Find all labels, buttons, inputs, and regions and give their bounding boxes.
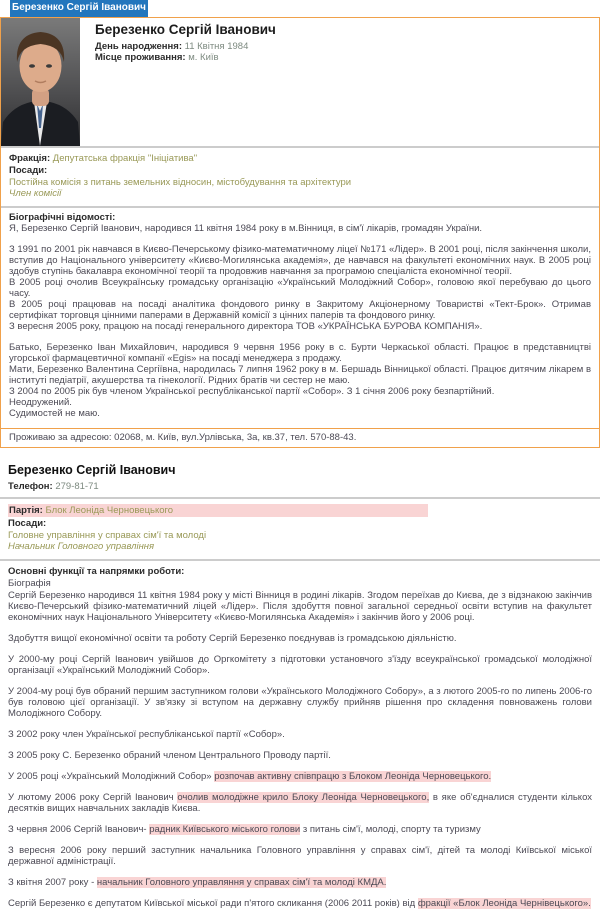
bio-paragraph bbox=[9, 321, 591, 332]
highlighted-text: розпочав активну співпрацю з Блоком Леоніда Черновецького. bbox=[214, 771, 492, 782]
text-run: Судимостей не маю. bbox=[9, 408, 100, 419]
text-run: З 2004 по 2005 рік був членом Української республіканської партії «Собор». З 1 січня 2006 року безпартійний. bbox=[9, 386, 495, 397]
birth-label: День народження: bbox=[95, 41, 182, 52]
bio-paragraph bbox=[9, 364, 591, 386]
text-run: з питань сім'ї, молоді, спорту та туризму bbox=[300, 824, 481, 835]
bio-paragraph bbox=[8, 845, 592, 867]
bio-paragraph bbox=[9, 408, 591, 419]
party-highlight bbox=[8, 504, 428, 517]
highlighted-text: фракції «Блок Леоніда Чернівецького». bbox=[417, 898, 591, 909]
position-item: Член комісії bbox=[9, 188, 62, 199]
residence-value: м. Київ bbox=[188, 52, 219, 63]
text-run: Неодружений. bbox=[9, 397, 72, 408]
profile-photo bbox=[1, 18, 80, 146]
profile-name: Березенко Сергій Іванович bbox=[95, 22, 276, 37]
fraction-section bbox=[1, 148, 599, 206]
portrait-illustration bbox=[1, 18, 80, 146]
bio-paragraph bbox=[8, 590, 592, 623]
bio-paragraph bbox=[8, 686, 592, 719]
position-item: Начальник Головного управління bbox=[8, 541, 155, 552]
text-run: З 2002 року член Української республіканської партії «Собор». bbox=[8, 729, 285, 740]
positions-label: Посади: bbox=[9, 165, 48, 176]
text-run: У 2005 році «Український Молодіжний Собор» bbox=[8, 771, 215, 782]
bio-paragraph bbox=[8, 792, 592, 814]
phone-value: 279-81-71 bbox=[55, 481, 99, 492]
party-line bbox=[8, 504, 592, 517]
birth-value: 11 Квітня 1984 bbox=[184, 41, 249, 52]
bio-paragraph bbox=[9, 397, 591, 408]
biography-label: Біографічні відомості: bbox=[9, 212, 116, 223]
positions-label: Посади: bbox=[8, 518, 47, 529]
address-line: Проживаю за адресою: 02068, м. Київ, вул.Урлівська, 3а, кв.37, тел. 570-88-43. bbox=[1, 428, 599, 447]
text-run: У 2004-му році був обраний першим заступником голови «Українського Молодіжного Собору», а з лютого 2005-го по липень 2006-го був головою цієї організації. У зв'язку зі вступом на державну службу прийняв рішення про складення повноважень голови Молодіжного Собору. bbox=[8, 686, 592, 719]
position-item: Постійна комісія з питань земельних відносин, містобудування та архітектури bbox=[9, 177, 352, 188]
phone-line bbox=[8, 481, 592, 492]
bio-paragraph bbox=[8, 771, 592, 782]
bio-paragraph bbox=[8, 750, 592, 761]
bio-paragraph bbox=[8, 729, 592, 740]
second-profile-name: Березенко Сергій Іванович bbox=[8, 463, 176, 477]
bio-paragraph bbox=[9, 386, 591, 397]
text-run: Я, Березенко Сергій Іванович, народився 11 квітня 1984 року в м.Вінниця, в сім'ї лікарів, громадян України. bbox=[9, 223, 483, 234]
bio-paragraph bbox=[8, 633, 592, 644]
party-value: Блок Леоніда Черновецького bbox=[45, 505, 174, 516]
bio-paragraph bbox=[9, 244, 591, 277]
text-run: З вересня 2005 року, працюю на посаді генерального директора ТОВ «УКРАЇНСЬКА БУРОВА КОМПАНІЯ». bbox=[9, 321, 483, 332]
text-run: Сергій Березенко народився 11 квітня 1984 року у місті Вінниця в родині лікарів. Згодом переїхав до Києва, де з відзнакою закінчив Києво-Печерський фізико-математичний ліцей «Лідер». Після здобуття повної загальної середньої освіти вступив на факультет економічних наук Національного Університету «Києво-Могилянська Академія» і закінчив його у 2006 році. bbox=[8, 590, 592, 623]
profile-header bbox=[1, 18, 599, 146]
text-run: В 2005 році очолив Всеукраїнську громадську організацію «Український Молодіжний Собор», головою якої перебуваю до цього часу. bbox=[9, 277, 591, 299]
fraction-label: Фракція: bbox=[9, 153, 51, 164]
bio-paragraph bbox=[9, 299, 591, 321]
bio-paragraph bbox=[8, 654, 592, 676]
text-run: З червня 2006 Сергій Іванович- bbox=[8, 824, 150, 835]
bio-paragraph bbox=[8, 877, 592, 888]
text-run: З 1991 по 2001 рік навчався в Києво-Печерському фізико-математичному ліцеї №171 «Лідер». В 2001 році, після закінчення школи, вступив до Національного університету «Києво-Могилянська академія», де навчався на факультеті економічних наук. В 2005 році здобув ступінь бакалавра економічної теорії та продовжив навчання за програмою спеціаліста економічної теорії. bbox=[9, 244, 591, 277]
text-run: З вересня 2006 року перший заступник начальника Головного управління у справах сім'ї, дітей та молоді Київської міської державної адміністрації. bbox=[8, 845, 592, 867]
text-run: В 2005 році працював на посаді аналітика фондового ринку в Закритому Акціонерному Товаристві «Тект-Брок». Отримав сертифікат торговця цінними паперами в Державній комісії з цінних паперів та фондового ринку. bbox=[9, 299, 591, 321]
party-label: Партія: bbox=[9, 505, 43, 516]
profile-tab[interactable]: Березенко Сергій Іванович bbox=[10, 0, 148, 17]
biography-paragraphs bbox=[9, 223, 591, 419]
text-run: Здобуття вищої економічної освіти та роботу Сергій Березенко поєднував із громадською діяльністю. bbox=[8, 633, 457, 644]
birth-line bbox=[95, 41, 276, 52]
functions-paragraphs bbox=[8, 590, 592, 909]
positions-list bbox=[9, 177, 591, 199]
party-section bbox=[0, 499, 600, 559]
bio-paragraph bbox=[9, 277, 591, 299]
bio-paragraph bbox=[8, 898, 592, 909]
text-run: в яке об'єдналися студенти кількох десятків вищих навчальних закладів Києва. bbox=[8, 792, 593, 814]
fraction-value: Депутатська фракція "Ініціатива" bbox=[52, 153, 198, 164]
positions-list bbox=[8, 530, 592, 552]
profile-info bbox=[80, 18, 276, 63]
highlighted-text: радник Київського міського голови bbox=[149, 824, 301, 835]
bio-paragraph bbox=[8, 824, 592, 835]
highlighted-text: начальник Головного управляння у справах сім'ї та молоді КМДА. bbox=[96, 877, 387, 888]
functions-label: Основні функції та напрямки роботи: bbox=[8, 566, 185, 577]
text-run: Сергій Березенко є депутатом Київської міської ради п'ятого скликання (2006 2011 років) від bbox=[8, 898, 418, 909]
functions-section bbox=[0, 561, 600, 916]
second-profile-header bbox=[8, 463, 592, 492]
highlighted-text: очолив молодіжне крило Блоку Леоніда Черновецького, bbox=[177, 792, 430, 803]
residence-label: Місце проживання: bbox=[95, 52, 186, 63]
text-run: З квітня 2007 року - bbox=[8, 877, 97, 888]
bio-paragraph bbox=[9, 342, 591, 364]
phone-label: Телефон: bbox=[8, 481, 53, 492]
text-run: З 2005 року С. Березенко обраний членом Центрального Проводу партії. bbox=[8, 750, 331, 761]
profile-card bbox=[0, 17, 600, 448]
text-run: У 2000-му році Сергій Іванович увійшов до Оргкомітету з підготовки установчого з'їзду всеукраїнської громадської молодіжної організації «Український Молодіжний Собор». bbox=[8, 654, 592, 676]
biography-section bbox=[1, 208, 599, 428]
bio-paragraph bbox=[9, 223, 591, 234]
residence-line bbox=[95, 52, 276, 63]
fraction-line bbox=[9, 153, 591, 164]
text-run: У лютому 2006 року Сергій Іванович bbox=[8, 792, 178, 803]
text-run: Мати, Березенко Валентина Сергіївна, народилась 7 липня 1962 року в м. Бершадь Вінницької області. Працює дитячим лікарем в інституті педіатрії, акушерства та гінекології. Рідних братів чи сестер не маю. bbox=[9, 364, 591, 386]
text-run: Батько, Березенко Іван Михайлович, народився 9 червня 1956 року в с. Бурти Черкаської області. Працює в представництві угорської фармацевтичної компанії «Egis» на посаді менеджера з продажу. bbox=[9, 342, 591, 364]
biography-title: Біографія bbox=[8, 578, 51, 589]
position-item: Головне управління у справах сім'ї та молоді bbox=[8, 530, 207, 541]
